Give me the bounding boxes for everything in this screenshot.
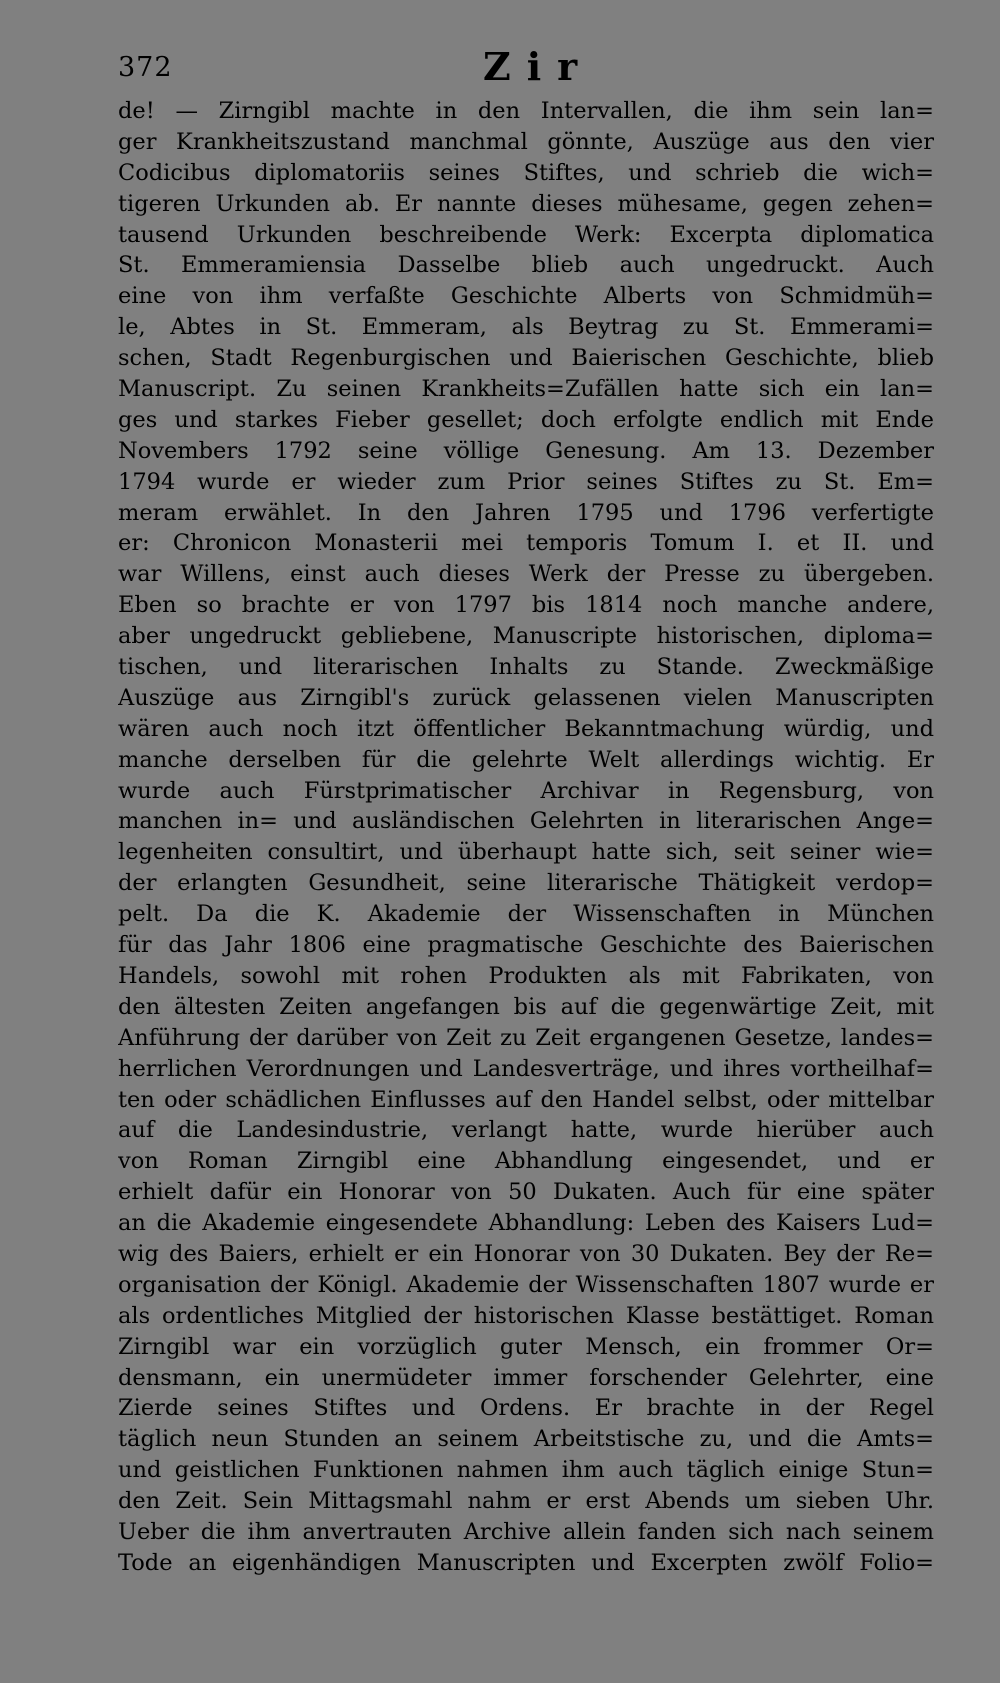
page-header (118, 44, 934, 92)
text-line: Eben so brachte er von 1797 bis 1814 noch manche andere, (118, 592, 934, 619)
text-line: Zierde seines Stiftes und Ordens. Er brachte in der Regel (118, 1395, 934, 1422)
text-line: den Zeit. Sein Mittagsmahl nahm er erst Abends um sieben Uhr. (118, 1488, 934, 1515)
text-line: ges und starkes Fieber gesellet; doch erfolgte endlich mit Ende (118, 406, 934, 433)
text-line: Codicibus diplomatoriis seines Stiftes, und schrieb die wich= (118, 159, 934, 186)
text-line: an die Akademie eingesendete Abhandlung: Leben des Kaisers Lud= (118, 1210, 934, 1237)
text-line: und geistlichen Funktionen nahmen ihm auch täglich einige Stun= (118, 1457, 934, 1484)
text-line: Tode an eigenhändigen Manuscripten und Excerpten zwölf Folio= (118, 1549, 934, 1576)
text-line: eine von ihm verfaßte Geschichte Alberts von Schmidmüh= (118, 283, 934, 310)
body-text (118, 96, 934, 1579)
text-line: herrlichen Verordnungen und Landesverträge, und ihres vortheilhaf= (118, 1055, 934, 1082)
text-line: der erlangten Gesundheit, seine literarische Thätigkeit verdop= (118, 870, 934, 897)
text-line: le, Abtes in St. Emmeram, als Beytrag zu St. Emmerami= (118, 314, 934, 341)
text-line: war Willens, einst auch dieses Werk der Presse zu übergeben. (118, 561, 934, 588)
text-line: manche derselben für die gelehrte Welt allerdings wichtig. Er (118, 746, 934, 773)
text-line: ten oder schädlichen Einflusses auf den Handel selbst, oder mittelbar (118, 1086, 934, 1113)
text-line: erhielt dafür ein Honorar von 50 Dukaten. Auch für eine später (118, 1179, 934, 1206)
text-line: tischen, und literarischen Inhalts zu Stande. Zweckmäßige (118, 654, 934, 681)
text-line: für das Jahr 1806 eine pragmatische Geschichte des Baierischen (118, 932, 934, 959)
running-head: Zir (483, 44, 594, 89)
text-line: organisation der Königl. Akademie der Wissenschaften 1807 wurde er (118, 1271, 934, 1298)
text-line: meram erwählet. In den Jahren 1795 und 1796 verfertigte (118, 499, 934, 526)
text-line: wären auch noch itzt öffentlicher Bekanntmachung würdig, und (118, 715, 934, 742)
text-line: auf die Landesindustrie, verlangt hatte, wurde hierüber auch (118, 1117, 934, 1144)
text-line: aber ungedruckt gebliebene, Manuscripte historischen, diploma= (118, 623, 934, 650)
text-line: St. Emmeramiensia Dasselbe blieb auch ungedruckt. Auch (118, 252, 934, 279)
text-line: Ueber die ihm anvertrauten Archive allein fanden sich nach seinem (118, 1518, 934, 1545)
text-line: Manuscript. Zu seinen Krankheits=Zufällen hatte sich ein lan= (118, 376, 934, 403)
text-line: pelt. Da die K. Akademie der Wissenschaften in München (118, 901, 934, 928)
text-line: täglich neun Stunden an seinem Arbeitstische zu, und die Amts= (118, 1426, 934, 1453)
text-line: tausend Urkunden beschreibende Werk: Excerpta diplomatica (118, 221, 934, 248)
text-line: Zirngibl war ein vorzüglich guter Mensch, ein frommer Or= (118, 1333, 934, 1360)
text-line: 1794 wurde er wieder zum Prior seines Stiftes zu St. Em= (118, 468, 934, 495)
text-line: densmann, ein unermüdeter immer forschender Gelehrter, eine (118, 1364, 934, 1391)
text-line: ger Krankheitszustand manchmal gönnte, Auszüge aus den vier (118, 128, 934, 155)
text-line: Handels, sowohl mit rohen Produkten als mit Fabrikaten, von (118, 962, 934, 989)
text-line: legenheiten consultirt, und überhaupt hatte sich, seit seiner wie= (118, 839, 934, 866)
text-line: Novembers 1792 seine völlige Genesung. Am 13. Dezember (118, 437, 934, 464)
text-line: wig des Baiers, erhielt er ein Honorar von 30 Dukaten. Bey der Re= (118, 1240, 934, 1267)
text-line: Auszüge aus Zirngibl's zurück gelassenen vielen Manuscripten (118, 684, 934, 711)
text-line: de! — Zirngibl machte in den Intervallen, die ihm sein lan= (118, 98, 934, 124)
text-line: er: Chronicon Monasterii mei temporis Tomum I. et II. und (118, 530, 934, 557)
text-line: den ältesten Zeiten angefangen bis auf die gegenwärtige Zeit, mit (118, 993, 934, 1020)
text-line: wurde auch Fürstprimatischer Archivar in Regensburg, von (118, 777, 934, 804)
text-line: Anführung der darüber von Zeit zu Zeit ergangenen Gesetze, landes= (118, 1024, 934, 1051)
text-line: als ordentliches Mitglied der historischen Klasse bestättiget. Roman (118, 1302, 934, 1329)
text-line: manchen in= und ausländischen Gelehrten in literarischen Ange= (118, 808, 934, 835)
page-number: 372 (118, 52, 173, 83)
text-line: schen, Stadt Regenburgischen und Baierischen Geschichte, blieb (118, 345, 934, 372)
text-line: von Roman Zirngibl eine Abhandlung eingesendet, und er (118, 1148, 934, 1175)
text-line: tigeren Urkunden ab. Er nannte dieses mühesame, gegen zehen= (118, 190, 934, 217)
